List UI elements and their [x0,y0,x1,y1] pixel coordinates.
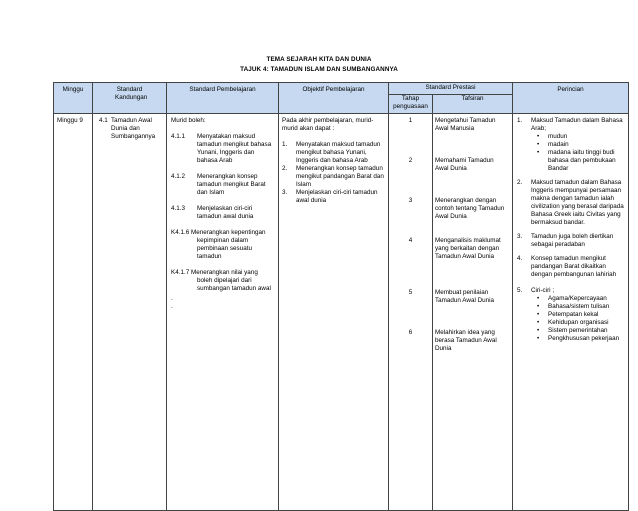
list-item: • Sistem pemerintahan [531,327,625,335]
sp-dot: . [171,295,173,302]
perincian-text: Ciri-ciri ; [531,287,555,294]
perincian-number: 4. [517,255,523,262]
list-item: • madana iaitu tinggi budi bahasa dan pembukaan Bandar [531,149,625,173]
perincian-point [517,233,625,249]
obj-intro: Pada akhir pembelajaran, murid-murid akan dapat : [282,117,374,132]
sp-k416: K4.1.6 Menerangkan kepentingan kepimpinan dalam pembinaan sesuatu tamadun [171,229,266,260]
cell-standard-kandungan [93,114,167,511]
perincian-text: Maksud Tamadun dalam Bahasa Arab; [531,117,623,132]
obj-item [282,189,385,205]
sk-number: 4.1 [99,117,108,124]
perincian-number: 5. [517,287,523,294]
lesson-plan-table [53,82,629,511]
header-tafsiran: Tafsiran [433,95,513,114]
perincian-number: 2. [517,179,523,186]
perincian-text: Tamadun juga boleh diertikan sebagai peradaban [531,233,614,248]
sp-dot: . [171,303,173,310]
sp-item-text: Menerangkan konsep tamadun mengikut Barat dan Islam [197,173,266,196]
cell-standard-pembelajaran [167,114,279,511]
perincian-point [517,255,625,279]
cell-tafsiran [433,114,513,511]
perincian-point [517,179,625,227]
header-standard-prestasi: Standard Prestasi [389,83,513,95]
sp-item [171,133,274,165]
tafsiran-item: Mengetahui Tamadun Awal Manusia [435,117,496,132]
tahap-level: 6 [408,329,413,336]
list-item: • Kehidupan organisasi [531,319,625,327]
tafsiran-item: Memahami Tamadun Awal Dunia [435,157,494,172]
perincian-text: Konsep tamadun mengikut pandangan Barat dikaitkan dengan pembangunan lahiriah [531,255,617,278]
obj-item-text: Menerangkan konsep tamadun mengikut pandangan Barat dan Islam [296,165,384,188]
perincian-number: 3. [517,233,523,240]
obj-item-text: Menjelaskan ciri-ciri tamadun awal dunia [296,189,378,204]
cell-tahap [389,114,433,511]
header-objektif: Objektif Pembelajaran [279,83,389,114]
sp-item-number: 4.1.3 [171,205,186,212]
cell-minggu [54,114,93,511]
obj-item-number: 2. [282,165,288,172]
minggu-value: Minggu 9 [57,117,83,124]
tahap-level: 5 [408,289,413,296]
tafsiran-item: Menganalisis maklumat yang berkaitan dengan Tamadun Awal Dunia [435,237,501,260]
document-subtitle: TAJUK 4: TAMADUN ISLAM DAN SUMBANGANNYA [240,66,398,73]
sp-item [171,173,274,197]
table-header-row [54,83,629,95]
document-title: TEMA SEJARAH KITA DAN DUNIA [266,56,372,63]
obj-item-text: Menyatakan maksud tamadun mengikut bahasa Yunani, Inggeris dan bahasa Arab [296,141,381,164]
tahap-level: 2 [408,157,413,164]
obj-item [282,141,385,165]
sp-item-text: Menyatakan maksud tamadun mengikut bahasa Yunani, Inggeris dan bahasa Arab [197,133,272,164]
perincian-text: Maksud tamadun dalam Bahasa Inggeris mempunyai persamaan makna dengan tamadun ialah civilization yang berasal daripada Bahasa Greek iaitu Civitas yang bermaksud bandar. [531,179,624,226]
table-row [54,114,629,511]
tafsiran-item: Menerangkan dengan contoh tentang Tamadun Awal Dunia [435,197,505,220]
cell-objektif [279,114,389,511]
sp-k417: K4.1.7 Menerangkan nilai yang boleh dipelajari dari sumbangan tamadun awal [171,269,271,292]
sp-item [171,205,274,221]
obj-item [282,165,385,189]
header-standard-kandungan-label: Standard Kandungan [115,86,148,101]
tahap-level: 4 [408,237,413,244]
header-standard-pembelajaran: Standard Pembelajaran [167,83,279,114]
list-item: • madain [531,141,625,149]
header-standard-kandungan [93,83,167,114]
tafsiran-item: Melahirkan idea yang berasa Tamadun Awal Dunia [435,329,497,352]
sp-item-number: 4.1.1 [171,133,186,140]
cell-perincian [513,114,629,511]
perincian-bullets [531,295,625,343]
tahap-level: 3 [408,197,413,204]
perincian-point [517,287,625,295]
header-tahap: Tahap penguasaan [389,95,433,114]
perincian-number: 1. [517,117,523,124]
obj-item-number: 3. [282,189,288,196]
tafsiran-item: Membuat penilaian Tamadun Awal Dunia [435,289,495,304]
sp-item-text: Menjelaskan ciri-ciri tamadun awal dunia [197,205,254,220]
obj-item-number: 1. [282,141,288,148]
list-item: • Pengkhususan pekerjaan [531,335,625,343]
list-item: • Agama/Kepercayaan [531,295,625,303]
tahap-level: 1 [408,117,413,124]
perincian-bullets [531,133,625,173]
list-item: • Bahasa/sistem tulisan [531,303,625,311]
header-perincian: Perincian [513,83,629,114]
header-minggu: Minggu [54,83,93,114]
list-item: • Petempatan kekal [531,311,625,319]
sk-text: Tamadun Awal Dunia dan Sumbangannya [111,117,156,140]
sp-intro: Murid boleh: [171,117,206,124]
list-item: • mudun [531,133,625,141]
perincian-point [517,117,625,133]
sp-item-number: 4.1.2 [171,173,186,180]
